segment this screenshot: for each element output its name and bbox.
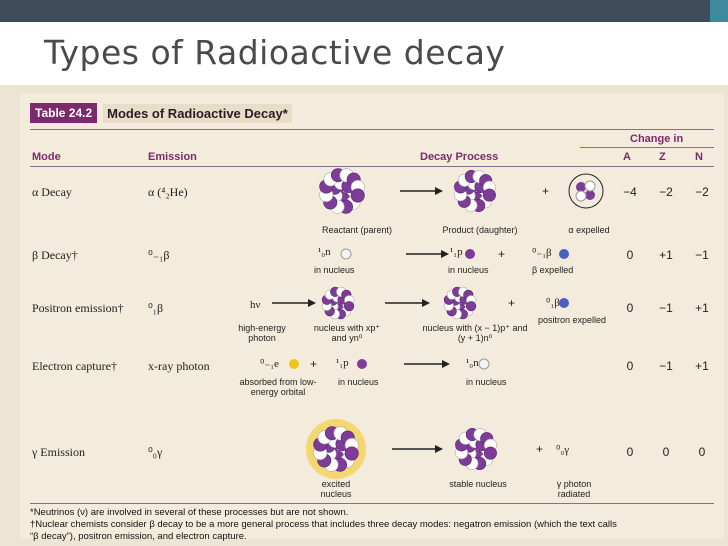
nucleus-proton — [484, 447, 496, 459]
nucleus-proton — [483, 189, 495, 201]
footnote-rule — [30, 503, 714, 504]
neutron-particle — [479, 359, 489, 369]
electron-capture-diagram — [284, 355, 584, 375]
row-positron-change-a: 0 — [626, 301, 634, 315]
row-beta-symbol-2: ¹₁p — [450, 246, 463, 258]
row-alpha-change-n: −2 — [695, 185, 709, 199]
row-alpha-label-3: α expelled — [568, 225, 610, 235]
footnote-2: †Nuclear chemists consider β decay to be a more general process that includes three decay modes: negatron emission (which the text calls — [30, 519, 617, 530]
row-ec-change-a: 0 — [626, 359, 634, 373]
header-a: A — [623, 151, 631, 163]
row-ec-mode: Electron capture† — [32, 359, 117, 373]
slide-accent-bar — [710, 0, 728, 22]
slide-title: Types of Radioactive decay — [44, 33, 506, 72]
nucleus-proton — [351, 189, 364, 202]
row-ec-symbol-2: ¹₁p — [336, 357, 349, 369]
scanned-textbook-page — [0, 85, 728, 546]
arrow-head — [422, 299, 430, 307]
arrow-head — [435, 187, 443, 195]
arrow-head — [442, 360, 450, 368]
arrow-head — [441, 250, 449, 258]
header-mode: Mode — [32, 151, 61, 163]
header-z: Z — [659, 151, 666, 163]
row-gamma-change-z: 0 — [662, 445, 670, 459]
row-alpha-mode: α Decay — [32, 185, 72, 199]
row-positron-symbol-2: ⁰₁β — [546, 297, 560, 309]
header-emission: Emission — [148, 151, 197, 163]
nucleus-proton — [345, 447, 358, 460]
plus-sign: + — [536, 442, 544, 456]
row-positron-emission: ⁰₁β — [148, 301, 164, 315]
row-ec-symbol-1: ⁰₋₁e — [260, 358, 279, 370]
row-positron-change-n: +1 — [695, 301, 709, 315]
product-nucleus — [454, 170, 495, 211]
alpha-neutron — [585, 181, 595, 191]
plus-sign: + — [310, 357, 318, 371]
alpha-particle-circle — [569, 174, 603, 208]
row-positron-mode: Positron emission† — [32, 301, 124, 315]
row-ec-label-2: in nucleus — [338, 377, 379, 387]
arrow-head — [308, 299, 316, 307]
stable-nucleus — [455, 428, 496, 469]
row-gamma-symbol-1: ⁰₀γ — [556, 444, 570, 456]
alpha-neutron — [576, 191, 586, 201]
arrow-head — [435, 445, 443, 453]
table-heading — [30, 101, 292, 125]
row-beta-mode: β Decay† — [32, 248, 78, 262]
row-positron-change-z: −1 — [659, 301, 673, 315]
reactant-nucleus — [320, 169, 365, 214]
nucleus-xp — [322, 287, 354, 319]
row-gamma-mode: γ Emission — [32, 445, 85, 459]
table-title: Modes of Radioactive Decay* — [103, 104, 292, 123]
row-ec-change-n: +1 — [695, 359, 709, 373]
row-beta-change-a: 0 — [626, 248, 634, 262]
table-number: Table 24.2 — [30, 103, 97, 123]
gamma-emission-diagram — [300, 419, 620, 481]
header-decay-process: Decay Process — [420, 151, 499, 163]
row-gamma-label-2: stable nucleus — [449, 479, 507, 489]
proton-particle — [465, 249, 475, 259]
header-n: N — [695, 151, 703, 163]
alpha-decay-diagram — [310, 161, 650, 223]
header-change-in: Change in — [630, 133, 684, 145]
row-beta-symbol-3: ⁰₋₁β — [532, 247, 552, 259]
row-gamma-emission: ⁰₀γ — [148, 445, 163, 459]
electron-particle — [289, 359, 299, 369]
footnote-1: *Neutrinos (ν) are involved in several of these processes but are not shown. — [30, 507, 349, 518]
plus-sign: + — [542, 184, 550, 198]
row-beta-label-2: in nucleus — [448, 265, 489, 275]
row-alpha-change-a: −4 — [623, 185, 637, 199]
beta-particle — [559, 249, 569, 259]
row-gamma-change-a: 0 — [626, 445, 634, 459]
header-rule-change — [580, 147, 714, 148]
row-gamma-change-n: 0 — [698, 445, 706, 459]
nucleus-proton — [466, 301, 476, 311]
row-positron-label-1: high-energy photon — [238, 323, 286, 343]
plus-sign: + — [508, 296, 516, 310]
proton-particle — [357, 359, 367, 369]
row-alpha-emission: α (⁴₂He) — [148, 185, 188, 199]
row-beta-change-n: −1 — [695, 248, 709, 262]
row-ec-label-1: absorbed from low-energy orbital — [239, 377, 317, 397]
row-beta-symbol-1: ¹₀n — [318, 246, 331, 258]
header-rule-top — [30, 129, 714, 130]
neutron-particle — [341, 249, 351, 259]
row-beta-label-1: in nucleus — [314, 265, 355, 275]
row-positron-label-2: nucleus with xp⁺ and yn⁰ — [313, 323, 381, 343]
row-ec-change-z: −1 — [659, 359, 673, 373]
excited-nucleus — [306, 419, 366, 479]
positron-particle — [559, 298, 569, 308]
row-ec-label-3: in nucleus — [466, 377, 507, 387]
plus-sign: + — [498, 247, 506, 261]
row-beta-label-3: β expelled — [532, 265, 574, 275]
row-alpha-label-1: Reactant (parent) — [321, 225, 393, 235]
row-alpha-change-z: −2 — [659, 185, 673, 199]
row-ec-symbol-3: ¹₀n — [466, 357, 479, 369]
row-gamma-label-1: excited nucleus — [320, 479, 352, 499]
slide-top-bar — [0, 0, 728, 22]
row-positron-label-3: nucleus with (x − 1)p⁺ and (y + 1)n⁰ — [422, 323, 528, 343]
decay-table — [20, 93, 724, 542]
row-ec-emission: x-ray photon — [148, 359, 210, 373]
footnote-3: “β decay”), positron emission, and electron capture. — [30, 531, 247, 542]
nucleus-proton — [344, 301, 354, 311]
row-beta-change-z: +1 — [659, 248, 673, 262]
row-positron-label-4: positron expelled — [537, 315, 607, 325]
nucleus-x-minus-1 — [444, 287, 476, 319]
row-positron-symbol-1: hν — [250, 299, 261, 311]
row-gamma-label-3: γ photon radiated — [556, 479, 592, 499]
row-beta-emission: ⁰₋₁β — [148, 248, 170, 262]
row-alpha-label-2: Product (daughter) — [442, 225, 518, 235]
